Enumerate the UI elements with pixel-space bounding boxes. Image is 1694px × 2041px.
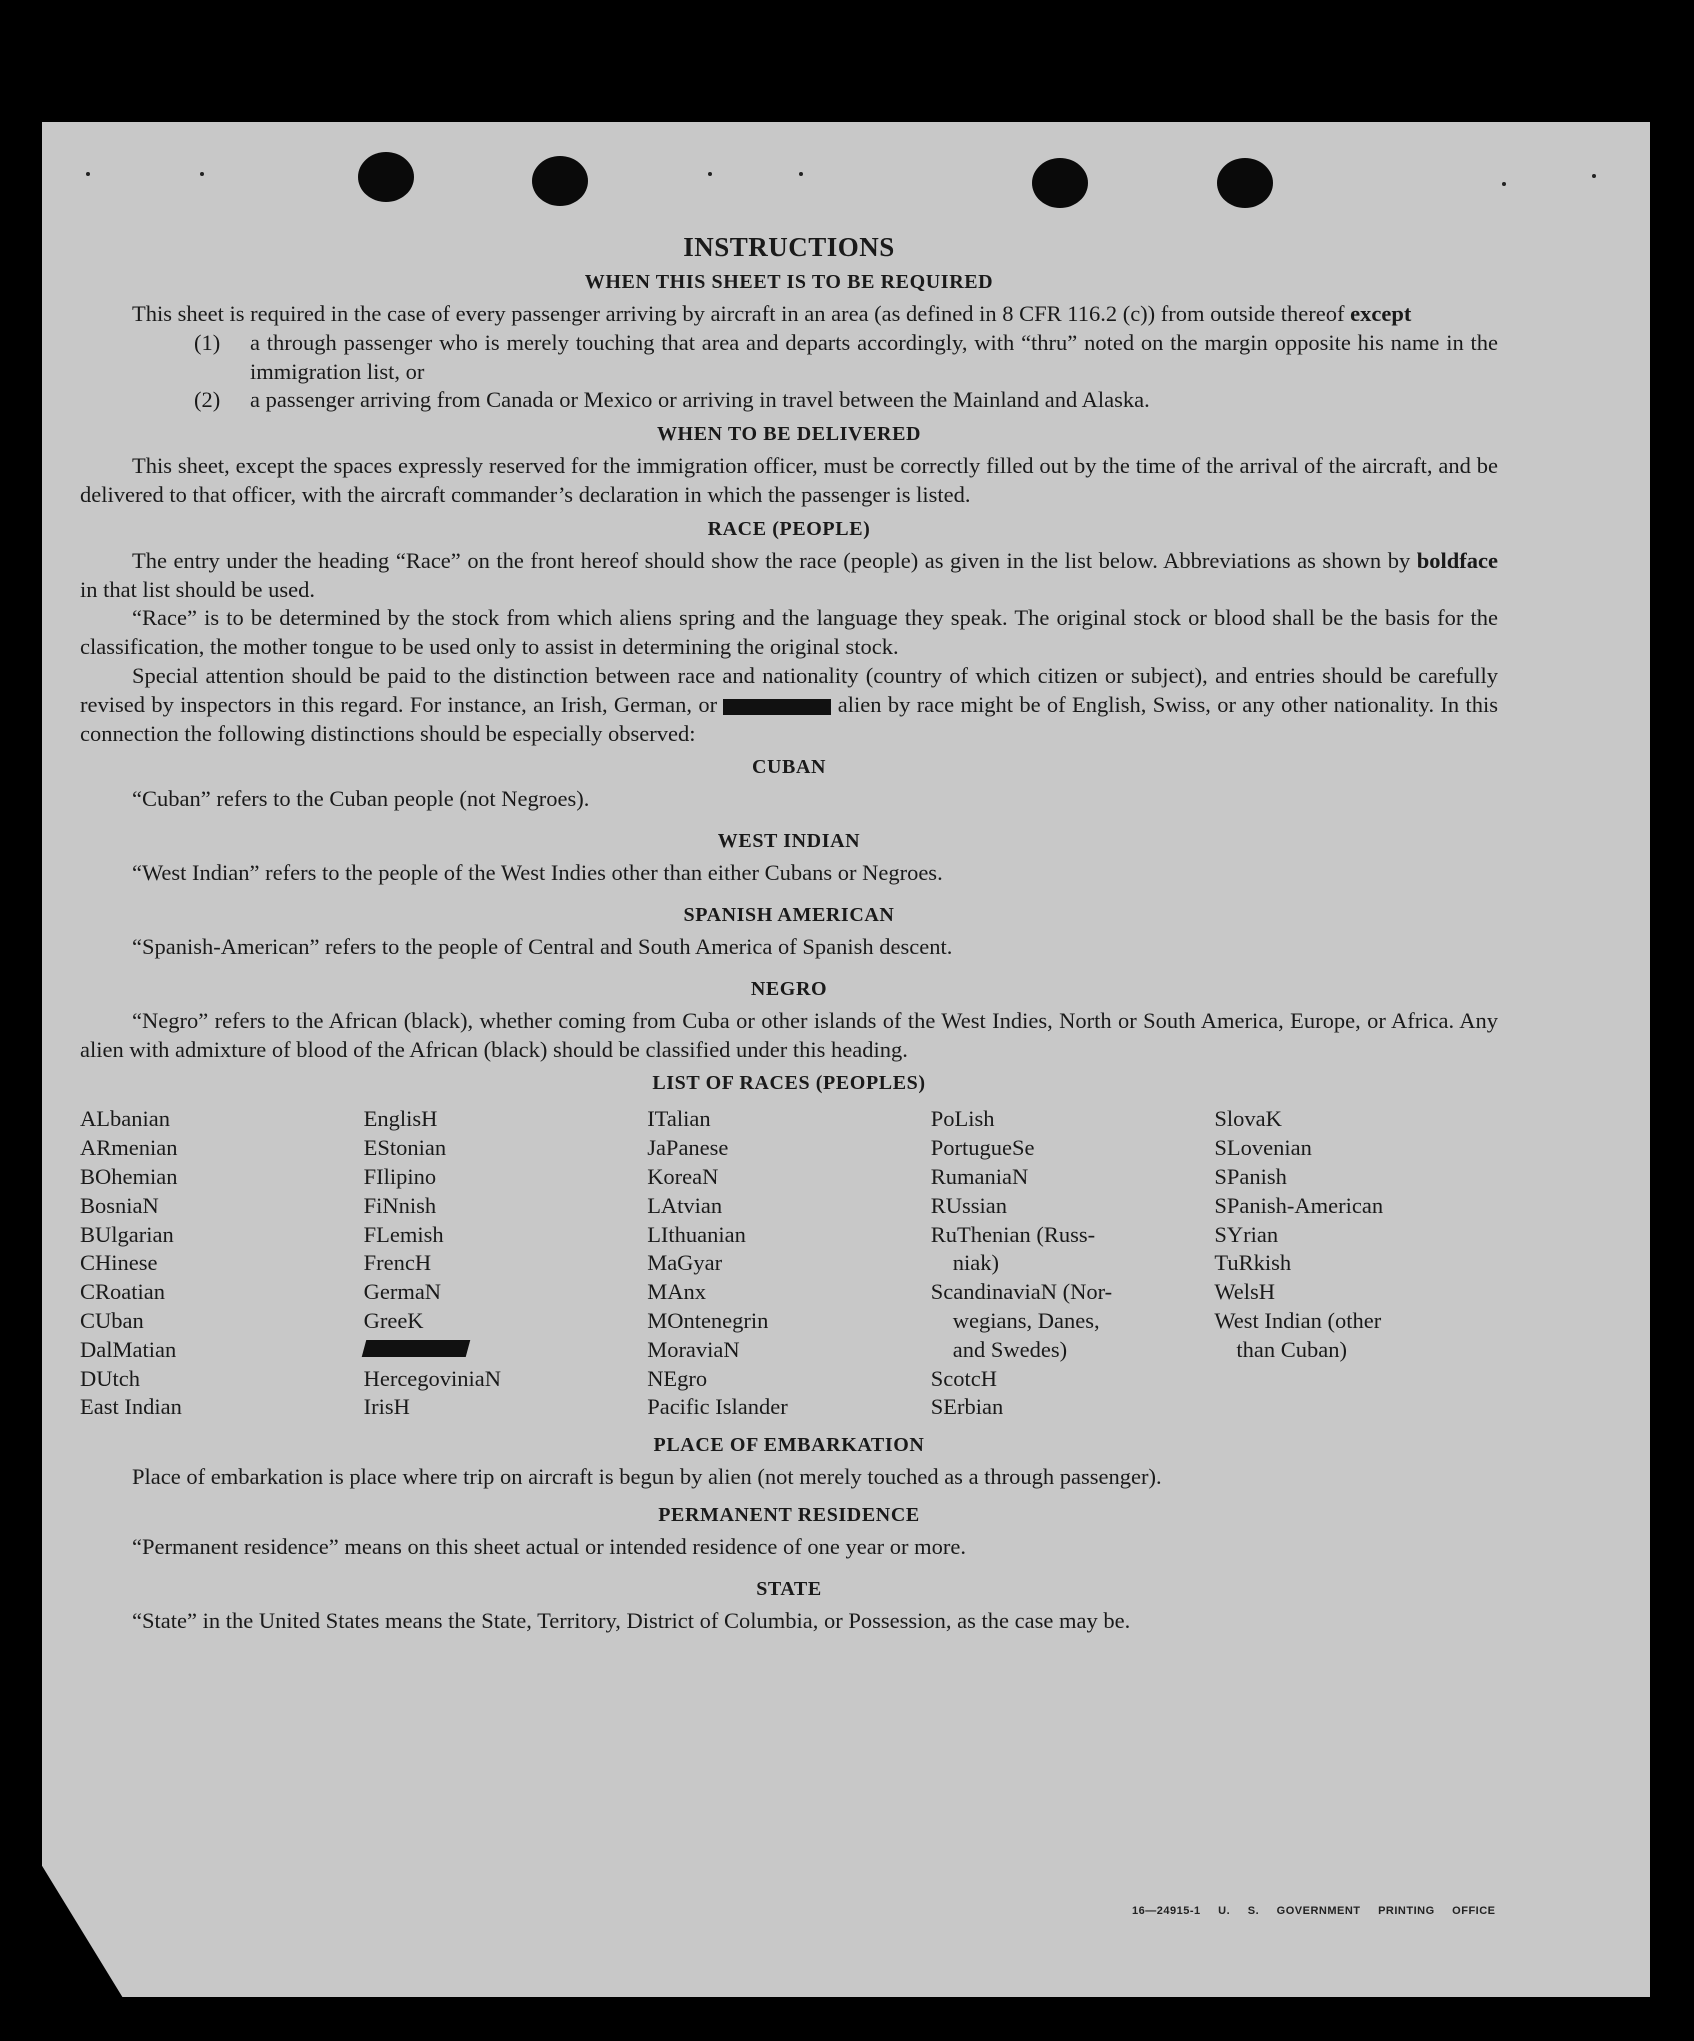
race-entry-continued: wegians, Danes, [952,1307,1100,1333]
section-heading-race: RACE (PEOPLE) [707,517,871,540]
page-title: INSTRUCTIONS [683,232,895,262]
race-paragraph-1 [80,547,1498,605]
race-entry: ARmenian [80,1135,178,1161]
race-entry: JaPanese [647,1135,729,1161]
redaction-mark [361,1340,470,1357]
race-entry: DalMatian [80,1336,177,1362]
race-entry: SLovenian [1214,1135,1312,1161]
race-entry: HercegoviniaN [363,1365,502,1391]
exception-text: a passenger arriving from Canada or Mexico or arriving in travel between the Mainland and Alaska. [250,387,1150,413]
race-entry: MOntenegrin [647,1307,769,1333]
speck [200,172,204,176]
race-entry: SPanish [1214,1163,1287,1189]
race-entry: CUban [80,1307,144,1333]
races-column-3 [647,1105,931,1422]
race-entry: FIlipino [363,1163,437,1189]
speck [86,172,90,176]
races-list [80,1105,1498,1422]
race-entry: FiNnish [363,1192,437,1218]
race-entry: DUtch [80,1365,140,1391]
speck [1502,182,1506,186]
west-indian-paragraph: “West Indian” refers to the people of the West Indies other than either Cubans or Negroes. [132,860,943,886]
race-entry: SlovaK [1214,1106,1282,1132]
race-entry: RUssian [930,1192,1008,1218]
race-entry: EnglisH [363,1106,438,1132]
race-paragraph-2: “Race” is to be determined by the stock from which aliens spring and the language they speak. The original stock or blood shall be the basis for the classification, the mother tongue to be used only to assist in determining the original stock. [80,605,1498,660]
section-heading-west-indian: WEST INDIAN [717,830,861,853]
state-paragraph: “State” in the United States means the State, Territory, District of Columbia, or Possession, as the case may be. [132,1607,1131,1633]
race-entry: TuRkish [1214,1250,1292,1276]
race-entry: PoLish [930,1106,995,1132]
race-entry: MaGyar [647,1250,723,1276]
section-heading-spanish-american: SPANISH AMERICAN [683,903,895,926]
race-entry: LIthuanian [647,1221,746,1247]
race-entry: Pacific Islander [647,1394,788,1420]
exception-text: a through passenger who is merely touching that area and departs accordingly, with “thru” noted on the margin opposite his name in the immigration list, or [250,329,1498,384]
printer-name: U. S. GOVERNMENT PRINTING OFFICE [1218,1905,1496,1917]
section-heading-list-of-races: LIST OF RACES (PEOPLES) [652,1072,926,1095]
residence-paragraph: “Permanent residence” means on this sheet actual or intended residence of one year or more. [132,1533,967,1559]
negro-paragraph: “Negro” refers to the African (black), whether coming from Cuba or other islands of the West Indies, North or South America, Europe, or Africa. Any alien with admixture of blood of the African (black) should be classified under this heading. [80,1007,1498,1062]
race-entry: BOhemian [80,1163,178,1189]
exception-item [194,386,1498,415]
race-entry: SPanish-American [1214,1192,1384,1218]
form-code: 16—24915-1 [1132,1905,1201,1917]
race-entry: IrisH [363,1394,410,1420]
race-entry: FrencH [363,1250,432,1276]
instructions-body [80,232,1498,1636]
race-entry: WelsH [1214,1279,1276,1305]
race-entry: RuThenian (Russ- [930,1221,1096,1247]
race-entry: NEgro [647,1365,708,1391]
race-entry: CHinese [80,1250,158,1276]
races-column-4 [931,1105,1215,1422]
races-column-2 [364,1105,648,1422]
embarkation-paragraph: Place of embarkation is place where trip on aircraft is begun by alien (not merely touched as a through passenger). [132,1464,1162,1490]
cuban-paragraph: “Cuban” refers to the Cuban people (not Negroes). [132,786,590,812]
race-entry-redacted [364,1336,648,1365]
race-entry: SYrian [1214,1221,1279,1247]
race-entry-continued: niak) [952,1250,1000,1276]
section-heading-when-required: WHEN THIS SHEET IS TO BE REQUIRED [584,271,994,293]
race-p1-text: The entry under the heading “Race” on the front hereof should show the race (people) as given in the list below. Abbreviations as shown by [132,547,1411,573]
punch-hole [532,156,588,206]
punch-hole [1032,158,1088,208]
exception-number: (2) [194,387,221,413]
race-entry: LAtvian [647,1192,723,1218]
boldface-word: boldface [1416,547,1498,573]
race-entry: BUlgarian [80,1221,174,1247]
speck [799,172,803,176]
section-heading-embarkation: PLACE OF EMBARKATION [653,1434,925,1457]
race-entry-continued: than Cuban) [1236,1336,1347,1362]
speck [1592,174,1596,178]
race-p3-text-end: alien by race might be of English, Swiss, or any other nationality. In this connection the following distinctions should be especially observed: [80,691,1499,746]
required-paragraph [80,300,1498,329]
race-entry: MoraviaN [647,1336,740,1362]
speck [708,172,712,176]
race-entry: ALbanian [80,1106,170,1132]
race-paragraph-3 [80,662,1498,748]
exception-item [194,329,1498,387]
race-p3-text: Special attention should be paid to the distinction between race and nationality (country of which citizen or subject), and entries should be carefully revised by inspectors in this regard. For instance, an Irish, German, or [80,662,1498,717]
punch-hole [358,152,414,202]
section-heading-residence: PERMANENT RESIDENCE [658,1503,920,1526]
races-column-1 [80,1105,364,1422]
race-entry: FLemish [363,1221,444,1247]
punch-hole [1217,158,1273,208]
race-entry: PortugueSe [930,1135,1035,1161]
race-entry: ScandinaviaN (Nor- [930,1279,1113,1305]
race-p1-text-end: in that list should be used. [80,576,315,602]
except-word: except [1350,301,1412,326]
race-entry: BosniaN [80,1192,159,1218]
race-entry: GermaN [363,1279,442,1305]
race-entry: ScotcH [930,1365,998,1391]
redaction-mark [723,699,831,715]
race-entry: East Indian [80,1394,182,1420]
race-entry: SErbian [930,1394,1004,1420]
race-entry: KoreaN [647,1163,719,1189]
section-heading-state: STATE [756,1577,822,1600]
race-entry: EStonian [363,1135,447,1161]
spanish-american-paragraph: “Spanish-American” refers to the people of Central and South America of Spanish descent. [132,933,953,959]
race-entry: RumaniaN [930,1163,1029,1189]
section-heading-negro: NEGRO [750,977,828,1000]
race-entry: West Indian (other [1214,1307,1382,1333]
races-column-5 [1214,1105,1498,1422]
exception-number: (1) [194,329,221,355]
race-entry: CRoatian [80,1279,165,1305]
race-entry: MAnx [647,1279,706,1305]
race-entry: ITalian [647,1106,711,1132]
section-heading-cuban: CUBAN [751,756,827,779]
delivered-paragraph: This sheet, except the spaces expressly reserved for the immigration officer, must be correctly filled out by the time of the arrival of the aircraft, and be delivered to that officer, with the aircraft commander’s declaration in which the passenger is listed. [80,453,1498,507]
printer-imprint [1132,1905,1496,1917]
section-heading-when-delivered: WHEN TO BE DELIVERED [656,423,922,446]
race-entry: GreeK [363,1307,424,1333]
required-intro-text: This sheet is required in the case of every passenger arriving by aircraft in an area (as defined in 8 CFR 116.2 (c)) from outside thereof [132,301,1345,326]
race-entry-continued: and Swedes) [952,1336,1068,1362]
